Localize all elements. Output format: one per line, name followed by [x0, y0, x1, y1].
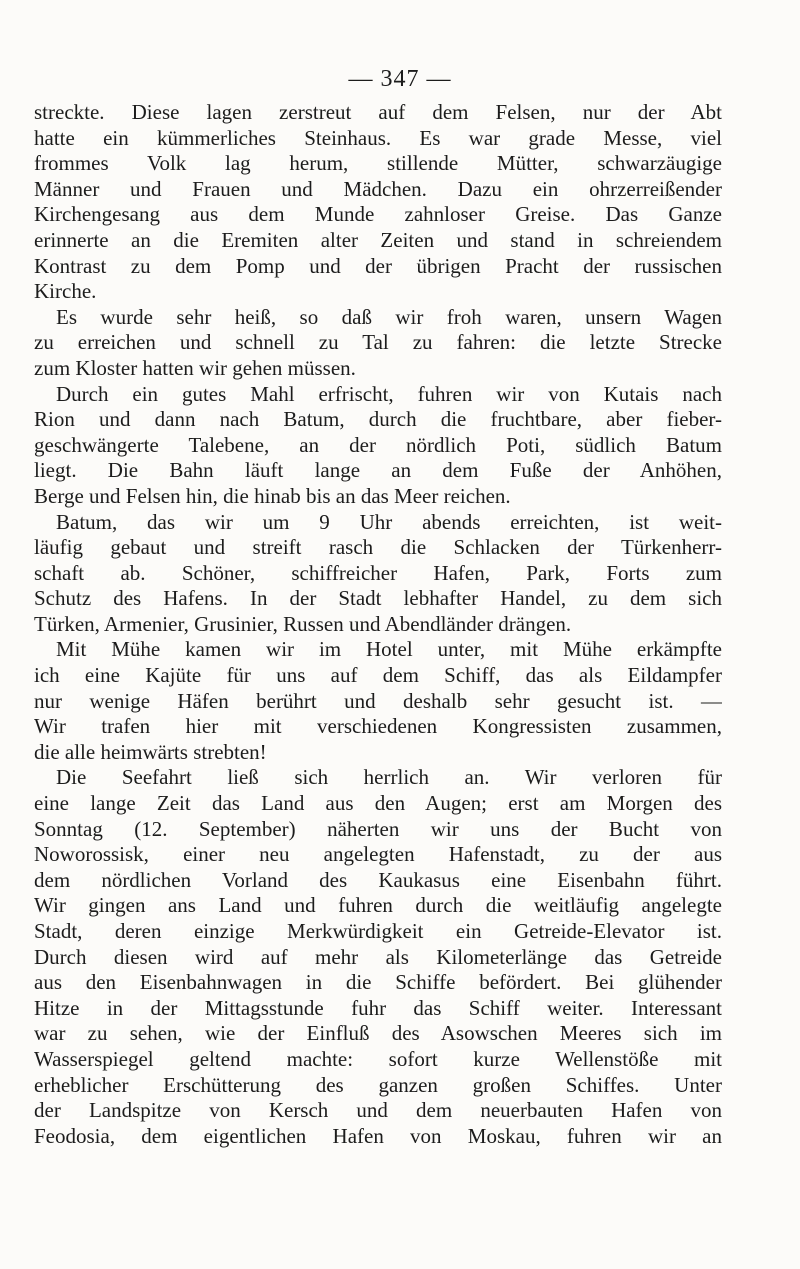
text-line: Sonntag (12. September) näherten wir uns der Bucht von [34, 816, 722, 841]
text-line: Noworossisk, einer neu angelegten Hafenstadt, zu der aus [34, 842, 722, 867]
text-line: eine lange Zeit das Land aus den Augen; erst am Morgen des [34, 791, 722, 816]
text-line: hatte ein kümmerliches Steinhaus. Es war grade Messe, viel [34, 125, 722, 150]
text-line: Türken, Armenier, Grusinier, Russen und Abendländer drängen. [34, 611, 572, 636]
text-line: Kontrast zu dem Pomp und der übrigen Pracht der russischen [34, 253, 722, 278]
text-line: Wasserspiegel geltend machte: sofort kurze Wellenstöße mit [34, 1046, 722, 1071]
text-line: Wir trafen hier mit verschiedenen Kongressisten zusammen, [34, 714, 722, 739]
text-line: war zu sehen, wie der Einfluß des Asowschen Meeres sich im [34, 1021, 722, 1046]
page-number: — 347 — [348, 66, 452, 92]
text-line: Kirchengesang aus dem Munde zahnloser Greise. Das Ganze [34, 202, 722, 227]
text-line: die alle heimwärts strebten! [34, 739, 267, 764]
text-line: frommes Volk lag herum, stillende Mütter, schwarzäugige [34, 151, 722, 176]
text-line: aus den Eisenbahnwagen in die Schiffe befördert. Bei glühender [34, 970, 722, 995]
text-line: Männer und Frauen und Mädchen. Dazu ein ohrzerreißender [34, 176, 722, 201]
text-line: schaft ab. Schöner, schiffreicher Hafen, Park, Forts zum [34, 560, 722, 585]
text-line: dem nördlichen Vorland des Kaukasus eine Eisenbahn führt. [34, 867, 722, 892]
text-line: Durch diesen wird auf mehr als Kilometerlänge das Getreide [34, 944, 722, 969]
text-line: Berge und Felsen hin, die hinab bis an das Meer reichen. [34, 483, 511, 508]
text-line: läufig gebaut und streift rasch die Schlacken der Türkenherr- [34, 535, 722, 560]
text-line: Hitze in der Mittagsstunde fuhr das Schiff weiter. Interessant [34, 995, 722, 1020]
text-line: Batum, das wir um 9 Uhr abends erreichten, ist weit- [56, 509, 722, 534]
text-line: Mit Mühe kamen wir im Hotel unter, mit Mühe erkämpfte [56, 637, 722, 662]
text-line: streckte. Diese lagen zerstreut auf dem Felsen, nur der Abt [34, 100, 722, 124]
text-line: ich eine Kajüte für uns auf dem Schiff, das als Eildampfer [34, 663, 722, 688]
text-line: zum Kloster hatten wir gehen müssen. [34, 355, 356, 380]
text-line: Kirche. [34, 279, 97, 304]
text-line: erinnerte an die Eremiten alter Zeiten und stand in schreiendem [34, 227, 722, 252]
text-line: Stadt, deren einzige Merkwürdigkeit ein Getreide-Elevator ist. [34, 919, 722, 943]
text-line: erheblicher Erschütterung des ganzen großen Schiffes. Unter [34, 1072, 722, 1097]
text-line: geschwängerte Talebene, an der nördlich Poti, südlich Batum [34, 432, 722, 457]
text-line: liegt. Die Bahn läuft lange an dem Fuße der Anhöhen, [34, 458, 722, 483]
text-line: Schutz des Hafens. In der Stadt lebhafter Handel, zu dem sich [34, 586, 722, 611]
body-text [34, 100, 722, 1149]
text-line: Feodosia, dem eigentlichen Hafen von Moskau, fuhren wir an [34, 1123, 722, 1148]
text-line: Es wurde sehr heiß, so daß wir froh waren, unsern Wagen [56, 304, 722, 329]
text-line: Rion und dann nach Batum, durch die fruchtbare, aber fieber- [34, 407, 722, 432]
text-line: Durch ein gutes Mahl erfrischt, fuhren wir von Kutais nach [56, 381, 722, 406]
text-line: der Landspitze von Kersch und dem neuerbauten Hafen von [34, 1098, 722, 1123]
text-line: Die Seefahrt ließ sich herrlich an. Wir verloren für [56, 765, 722, 790]
text-line: Wir gingen ans Land und fuhren durch die weitläufig angelegte [34, 893, 722, 918]
text-line: zu erreichen und schnell zu Tal zu fahren: die letzte Strecke [34, 330, 722, 355]
text-line: nur wenige Häfen berührt und deshalb sehr gesucht ist. — [34, 688, 722, 713]
